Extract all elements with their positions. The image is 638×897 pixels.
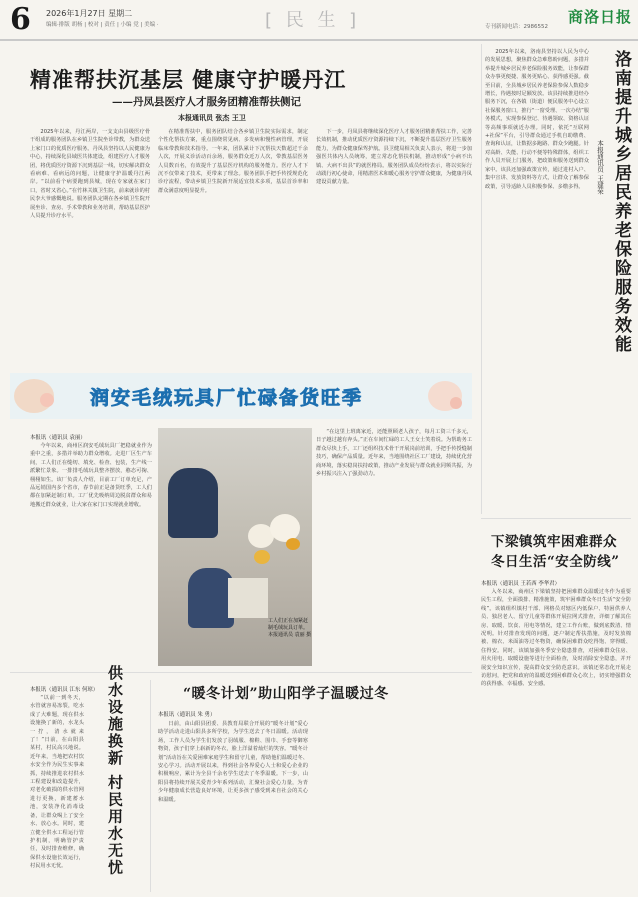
photo-caption: 工人们正在加紧赶制毛绒玩具订单。本报通讯员 袁丽 摄 <box>268 618 312 638</box>
plush-toy <box>286 538 300 550</box>
column-divider <box>150 680 151 892</box>
article2-column-1 <box>30 442 152 660</box>
bottom-right-column <box>481 588 631 892</box>
bottom-left-text: “以前一到冬天，水管就容易冻裂，吃水成了大难题，现在供水设施换了新的，水龙头一拧，清水就来了！”日前，在山阳县某村，村民高兴地说。近年来，当地把农村饮水安全作为民生实事来抓，持续推进农村供水工程建设和改造提升，对老化破损的供水管网进行更换，新建蓄水池，安装净化消毒设备，让群众喝上了安全水、放心水。同时，建立健全供水工程运行管护机制，明确管护责任，及时排查维修，确保供水设施长效运行，村民用水无忧。 <box>30 695 84 870</box>
article2-text-1: 今年以来，商州区润安毛绒玩具厂把稳就业作为重中之重，多措并举助力群众增收。走进厂区生产车间，工人们正在缝纫、填充、检查、包装，生产线一派繁忙景象。一排排毛绒玩具整齐摆放，憨态可掬、栩栩如生。该厂负责人介绍，目前工厂订单充足，产品远销国内多个省市，春节前正是备货旺季，工人们都在加紧赶制订单。工厂优先吸纳周边脱贫群众和易地搬迁群众就业，让大家在家门口实现就业增收。 <box>30 443 152 508</box>
date-line: 2026年1月27日 星期二 <box>46 9 133 18</box>
factory-photo <box>158 428 312 666</box>
article2-column-2 <box>316 428 472 666</box>
worker-figure <box>168 468 218 538</box>
article2-byline: 本报讯（通讯员 袁丽） <box>30 435 86 441</box>
newspaper-logo: 商洛日报 <box>568 8 633 26</box>
right-article-byline: 本报通讯员 王建荣 <box>596 140 604 195</box>
bottom-middle-text: 日前，由山阳县团委、县教育局联合开展的“暖冬计划”爱心助学活动走进山阳县多所学校，为学生送去了冬日温暖。活动现场，工作人员为学生们发放了羽绒服、棉鞋、围巾、手套等御寒物资，孩子们穿上崭新的冬衣，脸上洋溢着灿烂的笑容。“暖冬计划”活动旨在关爱困难家庭学生和留守儿童，帮助他们温暖过冬、安心学习。活动开展以来，得到社会各界爱心人士和爱心企业的积极响应，累计为全县千余名学生送去了冬季温暖。下一步，山阳县将持续开展关爱青少年系列活动，汇聚社会爱心力量，为青少年健康成长营造良好环境，让更多孩子感受到来自社会的关心和温暖。 <box>158 721 308 803</box>
toy-decoration <box>40 393 54 407</box>
article1-text-3: 下一步，丹凤县将继续深化医疗人才服务团精准帮扶工作，完善长效机制，推动优质医疗资源持续下沉，不断提升基层医疗卫生服务能力，为群众健康保驾护航。县卫健局相关负责人表示，将进一步加强医共体内人员统筹，建立常态化帮扶机制，推动形成“小病不出镇、大病不出县”的就医格局。服务团队成员纷纷表示，将以实际行动践行初心使命，用精湛医术和暖心服务守护群众健康，为健康丹凤建设贡献力量。 <box>316 129 472 186</box>
bottom-left-byline: 本报讯（通讯员 江东 何琼） <box>30 687 99 693</box>
bottom-middle-column-1 <box>158 720 308 892</box>
right-article-column <box>485 48 589 503</box>
section-title: [ 民 生 ] <box>265 10 361 31</box>
right-article-headline: 洛南提升城乡居民养老保险服务效能 <box>611 50 631 354</box>
article2-banner <box>10 373 472 419</box>
section-divider <box>481 518 631 519</box>
bottom-right-text: 入冬以来，商州区下梁镇坚持把困难群众温暖过冬作为重要民生工程，全面摸排、精准施策，筑牢困难群众冬日生活“安全防线”。该镇组织镇村干部、网格员对辖区内低保户、特困供养人员、独居老人、留守儿童等群体开展拉网式排查，详细了解其住房、取暖、饮食、用电等情况，建立工作台账，做到底数清、情况明。针对排查发现的问题，逐户制定帮扶措施，及时发放棉被、棉衣、米面油等过冬物资，确保困难群众吃得饱、穿得暖、住得安。同时，该镇加强冬季安全隐患排查，对困难群众住房、用火用电、取暖设施等进行全面检查，及时消除安全隐患，并开展安全知识宣传，提高群众安全防范意识。该镇还常态化开展走访慰问，把党和政府的温暖送到困难群众心坎上，切实增强群众的获得感、幸福感、安全感。 <box>481 589 631 688</box>
article1-column-1 <box>30 128 150 360</box>
article1-subheadline: ——丹凤县医疗人才服务团精准帮扶侧记 <box>112 96 301 108</box>
article1-byline: 本报通讯员 张杰 王卫 <box>178 113 246 122</box>
article1-column-2 <box>158 128 308 360</box>
bottom-left-column <box>30 694 84 892</box>
article1-headline: 精准帮扶沉基层 健康守护暖丹江 <box>30 67 347 92</box>
article2-headline: 润安毛绒玩具厂忙碌备货旺季 <box>90 387 364 409</box>
bottom-middle-byline: 本报讯（通讯员 朱 勇） <box>158 712 216 718</box>
staff-line: 编辑·排版 胡杨 | 校对 | 责任 | 小编 党 | 美编 · <box>46 22 159 28</box>
section-divider <box>10 672 472 673</box>
right-article-text: 2025年以来，洛南县坚持以人民为中心的发展思想，聚焦群众急难愁盼问题，多措并举提升城乡居民养老保险服务效能，让参保群众办事更便捷、服务更贴心、获得感更强。截至目前，全县城乡居民养老保险参保人数稳步增长，待遇按时足额发放。该县持续推进经办服务下沉，在各镇（街道）便民服务中心设立社保服务窗口，推行“一窗受理、一次办结”服务模式，实现参保登记、待遇领取、资格认证等高频事项就近办理。同时，依托“互联网+社保”平台，引导群众通过手机自助缴费、查询和认证，让数据多跑路、群众少跑腿。针对高龄、失能、行动不便等特殊群体，组织工作人员开展上门服务，把政策和服务送到群众家中。该县还加强政策宣传，通过进村入户、集中宣讲、发放资料等方式，让群众了解参保政策，引导适龄人员积极参保、多缴多得。 <box>485 49 589 190</box>
bottom-left-headline: 供水设施换新 村民用水无忧 <box>106 665 124 877</box>
article1-column-3 <box>316 128 472 360</box>
page-number: 6 <box>10 2 31 37</box>
bottom-middle-headline: “暖冬计划”助山阳学子温暖过冬 <box>183 686 389 702</box>
article2-text-2: “在这里上班离家近，还能照顾老人孩子，每月工资三千多元，日子越过越有奔头。”正在车间忙碌的工人王女士笑着说。为帮助务工群众尽快上手，工厂还组织技术骨干开展岗前培训，手把手传授缝制技巧，确保产品质量。近年来，当地围绕社区工厂建设，持续优化营商环境，落实稳岗扶持政策，推动产业发展与群众就业同频共振，为乡村振兴注入了强劲动力。 <box>316 429 472 478</box>
bottom-right-byline: 本报讯（通讯员 王若西 李华君） <box>481 581 560 587</box>
plush-toy <box>254 550 270 564</box>
masthead <box>0 0 638 40</box>
bottom-right-headline-2: 冬日生活“安全防线” <box>491 554 620 570</box>
hotline: 专刊新闻电话：2986552 <box>485 24 548 30</box>
article1-text-2: 在精准帮扶中，服务团队结合各乡镇卫生院实际需求，制定个性化帮扶方案，重点围绕常见病、多发病和慢性病管理，开展临床带教和技术指导。一年来，团队累计下沉帮扶天数超过千余人次，开展义诊活动百余场，服务群众近万人次，带教基层医务人员数百名，有效提升了基层医疗机构的服务能力。医疗人才下沉不仅带来了技术，更带来了理念。服务团队手把手传授规范化诊疗流程，带动乡镇卫生院新开展适宜技术多项，基层首诊率和群众满意度明显提升。 <box>158 129 308 194</box>
masthead-rule <box>0 39 638 41</box>
bottom-right-headline-1: 下梁镇筑牢困难群众 <box>491 534 617 550</box>
article1-text-1: 2025年以来，丹江两岸，一支支由县级医疗骨干组成的服务团队在乡镇卫生院坐诊带教，为群众送上家门口的优质医疗服务。丹凤县坚持以人民健康为中心，持续深化县域医共体建设，组建医疗人才服务团，将优质医疗资源下沉到基层一线，切实解决群众看病难、看病远的问题，让健康守护温暖丹江两岸。“以前看个病要跑到县城，现在专家就在家门口，省时又省心。”在竹林关镇卫生院，前来就诊的村民李大爷感慨地说。服务团队定期在各乡镇卫生院开展坐诊、查房、手术带教和业务培训，帮助基层医护人员提升诊疗水平。 <box>30 129 150 220</box>
column-divider <box>481 44 482 514</box>
toy-decoration <box>450 397 462 409</box>
workbench <box>228 578 268 618</box>
